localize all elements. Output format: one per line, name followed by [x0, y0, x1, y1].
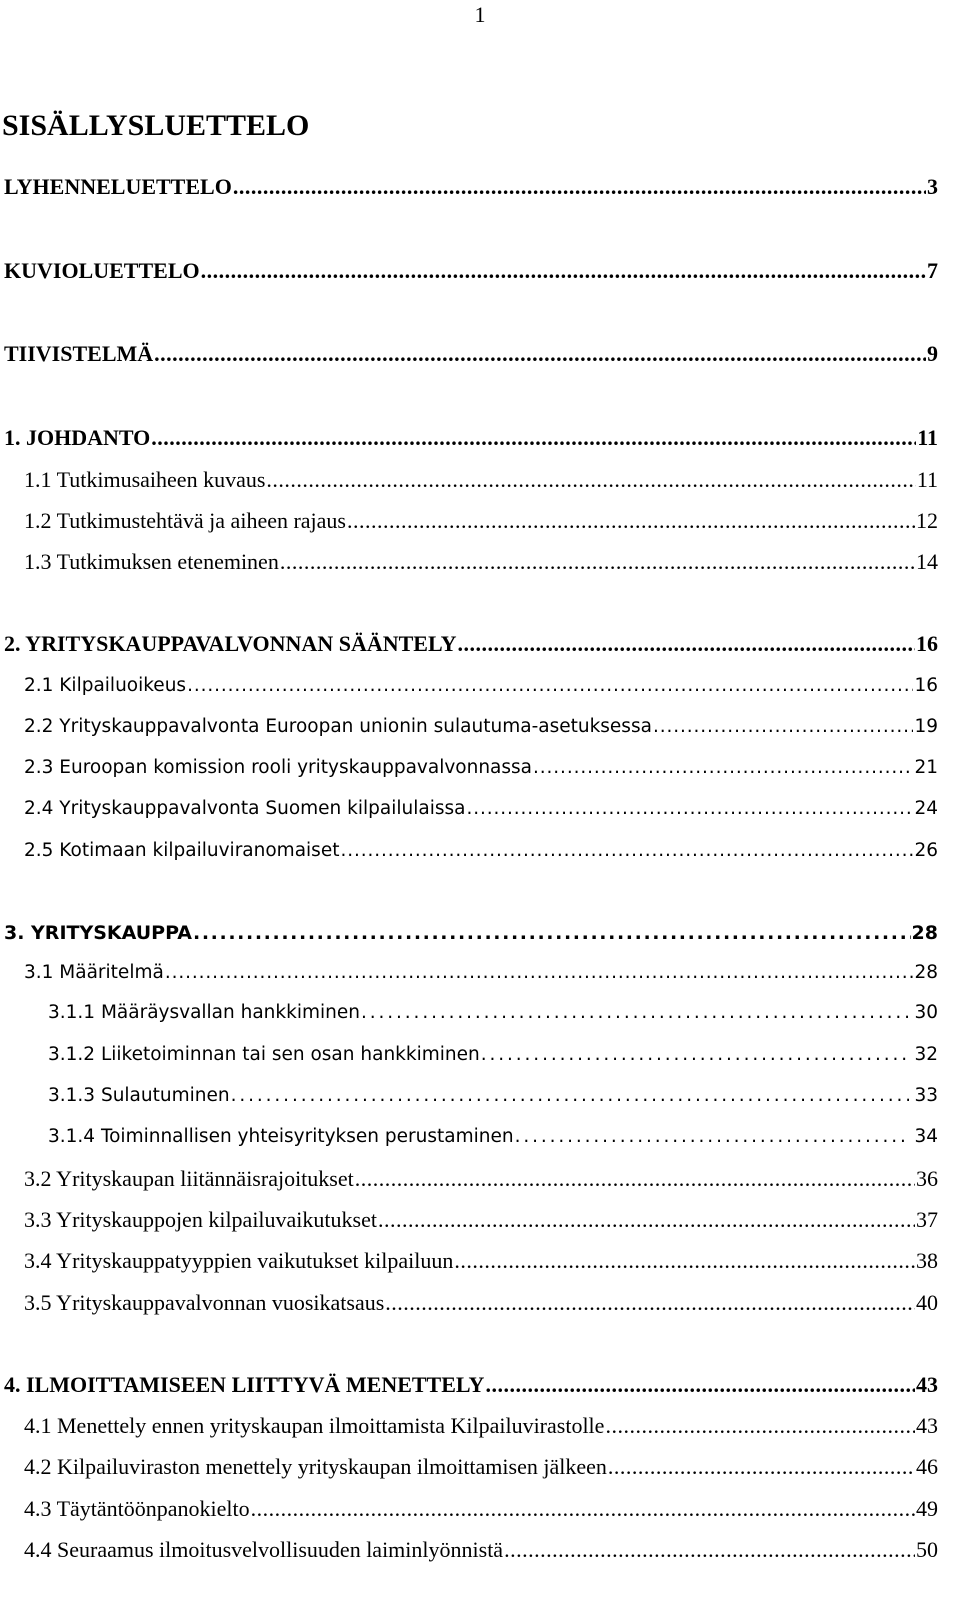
toc-entry-page: 46 [916, 1454, 938, 1479]
dot-leader [458, 629, 916, 659]
dot-leader [151, 423, 916, 453]
toc-entry-section-1-1[interactable] [24, 465, 938, 495]
toc-entry-label: 2.2 Yrityskauppavalvonta Euroopan unionin sulautuma-asetuksessa [24, 716, 652, 737]
toc-entry-lyhenneluettelo[interactable] [4, 172, 938, 202]
toc-entry-page: 32 [914, 1044, 938, 1065]
toc-entry-section-2-2[interactable] [24, 712, 938, 742]
toc-entry-section-3-5[interactable] [24, 1288, 938, 1318]
toc-entry-chapter-2[interactable] [4, 629, 938, 659]
toc-entry-page: 43 [916, 1413, 938, 1438]
dot-leader [266, 465, 915, 495]
toc-entry-label: KUVIOLUETTELO [4, 258, 200, 283]
page-number: 1 [474, 2, 486, 27]
toc-entry-page: 16 [916, 631, 938, 656]
toc-entry-label: 2.1 Kilpailuoikeus [24, 675, 187, 696]
toc-entry-page: 26 [914, 840, 938, 861]
toc-entry-page: 14 [916, 549, 938, 574]
toc-entry-page: 38 [916, 1248, 938, 1273]
toc-entry-label: 3.1.1 Määräysvallan hankkiminen [48, 1002, 360, 1023]
toc-entry-label: 3.1.4 Toiminnallisen yhteisyrityksen perustaminen [48, 1126, 514, 1147]
toc-entry-chapter-1[interactable] [4, 423, 938, 453]
toc-entry-page: 19 [914, 716, 938, 737]
toc-entry-section-3-1[interactable] [24, 958, 938, 988]
toc-entry-section-4-1[interactable] [24, 1411, 938, 1441]
dot-leader [481, 1040, 910, 1070]
toc-entry-section-2-3[interactable] [24, 753, 938, 783]
toc-entry-label: 4. ILMOITTAMISEEN LIITTYVÄ MENETTELY [4, 1372, 485, 1397]
dot-leader [653, 712, 914, 742]
dot-leader [466, 794, 913, 824]
dot-leader [280, 547, 915, 577]
dot-leader [504, 1535, 915, 1565]
toc-entry-label: 4.4 Seuraamus ilmoitusvelvollisuuden laiminlyönnistä [24, 1537, 504, 1562]
toc-entry-page: 12 [916, 508, 938, 533]
toc-entry-label: 2.5 Kotimaan kilpailuviranomaiset [24, 840, 340, 861]
dot-leader [378, 1205, 915, 1235]
toc-entry-label: 3.5 Yrityskauppavalvonnan vuosikatsaus [24, 1290, 385, 1315]
toc-entry-chapter-3[interactable] [4, 918, 938, 948]
dot-leader [385, 1288, 915, 1318]
toc-entry-section-1-3[interactable] [24, 547, 938, 577]
toc-entry-page: 43 [916, 1372, 938, 1397]
toc-entry-page: 24 [914, 798, 938, 819]
toc-entry-section-2-1[interactable] [24, 671, 938, 701]
toc-entry-label: TIIVISTELMÄ [4, 341, 154, 366]
toc-entry-page: 28 [914, 962, 938, 983]
toc-entry-page: 50 [916, 1537, 938, 1562]
dot-leader [347, 506, 915, 536]
toc-entry-label: 4.1 Menettely ennen yrityskaupan ilmoittamista Kilpailuvirastolle [24, 1413, 605, 1438]
toc-entry-section-3-1-1[interactable] [48, 998, 938, 1028]
toc-entry-label: 2. YRITYSKAUPPAVALVONNAN SÄÄNTELY [4, 631, 457, 656]
toc-entry-page: 11 [916, 467, 938, 492]
toc-entry-section-3-3[interactable] [24, 1205, 938, 1235]
dot-leader [485, 1370, 915, 1400]
toc-entry-page: 36 [916, 1166, 938, 1191]
dot-leader [515, 1122, 910, 1152]
toc-entry-label: 4.3 Täytäntöönpanokielto [24, 1496, 250, 1521]
toc-entry-page: 37 [916, 1207, 938, 1232]
toc-entry-section-3-2[interactable] [24, 1164, 938, 1194]
toc-entry-page: 33 [914, 1085, 938, 1106]
toc-entry-label: 3.1.3 Sulautuminen [48, 1085, 230, 1106]
toc-entry-tiivistelma[interactable] [4, 339, 938, 369]
dot-leader [154, 339, 926, 369]
dot-leader [193, 918, 911, 948]
toc-entry-label: 1. JOHDANTO [4, 425, 151, 450]
toc-entry-page: 11 [917, 425, 938, 450]
toc-entry-label: LYHENNELUETTELO [4, 174, 232, 199]
dot-leader [165, 958, 914, 988]
dot-leader [355, 1164, 915, 1194]
toc-entry-page: 30 [914, 1002, 938, 1023]
toc-title: SISÄLLYSLUETTELO [2, 109, 310, 142]
dot-leader [454, 1246, 915, 1276]
toc-entry-label: 3.2 Yrityskaupan liitännäisrajoitukset [24, 1166, 354, 1191]
toc-entry-section-2-5[interactable] [24, 836, 938, 866]
toc-entry-page: 3 [927, 174, 938, 199]
dot-leader [251, 1494, 915, 1524]
dot-leader [605, 1411, 915, 1441]
toc-entry-section-4-3[interactable] [24, 1494, 938, 1524]
toc-entry-section-4-4[interactable] [24, 1535, 938, 1565]
toc-entry-label: 1.3 Tutkimuksen eteneminen [24, 549, 279, 574]
toc-entry-label: 2.3 Euroopan komission rooli yrityskauppavalvonnassa [24, 757, 533, 778]
toc-entry-section-2-4[interactable] [24, 794, 938, 824]
toc-entry-label: 3. YRITYSKAUPPA [4, 922, 192, 944]
dot-leader [187, 671, 913, 701]
dot-leader [233, 172, 926, 202]
toc-entry-section-3-1-4[interactable] [48, 1122, 938, 1152]
toc-entry-page: 21 [914, 757, 938, 778]
dot-leader [201, 256, 926, 286]
toc-entry-label: 1.1 Tutkimusaiheen kuvaus [24, 467, 266, 492]
toc-entry-label: 2.4 Yrityskauppavalvonta Suomen kilpailulaissa [24, 798, 466, 819]
toc-entry-chapter-4[interactable] [4, 1370, 938, 1400]
toc-entry-section-3-4[interactable] [24, 1246, 938, 1276]
dot-leader [608, 1452, 915, 1482]
toc-entry-section-1-2[interactable] [24, 506, 938, 536]
toc-entry-page: 34 [914, 1126, 938, 1147]
toc-entry-label: 3.3 Yrityskauppojen kilpailuvaikutukset [24, 1207, 377, 1232]
toc-entry-section-4-2[interactable] [24, 1452, 938, 1482]
toc-entry-label: 3.4 Yrityskauppatyyppien vaikutukset kilpailuun [24, 1248, 454, 1273]
toc-entry-page: 28 [911, 922, 938, 944]
toc-entry-kuvioluettelo[interactable] [4, 256, 938, 286]
toc-entry-page: 40 [916, 1290, 938, 1315]
dot-leader [340, 836, 913, 866]
toc-entry-page: 49 [916, 1496, 938, 1521]
dot-leader [231, 1081, 910, 1111]
toc-entry-page: 9 [927, 341, 938, 366]
toc-entry-page: 7 [927, 258, 938, 283]
toc-entry-label: 3.1.2 Liiketoiminnan tai sen osan hankkiminen [48, 1044, 480, 1065]
toc-entry-label: 3.1 Määritelmä [24, 962, 164, 983]
dot-leader [533, 753, 913, 783]
toc-entry-label: 4.2 Kilpailuviraston menettely yrityskaupan ilmoittamisen jälkeen [24, 1454, 607, 1479]
toc-entry-section-3-1-3[interactable] [48, 1081, 938, 1111]
dot-leader [361, 998, 909, 1028]
toc-entry-section-3-1-2[interactable] [48, 1040, 938, 1070]
toc-entry-page: 16 [914, 675, 938, 696]
toc-entry-label: 1.2 Tutkimustehtävä ja aiheen rajaus [24, 508, 346, 533]
